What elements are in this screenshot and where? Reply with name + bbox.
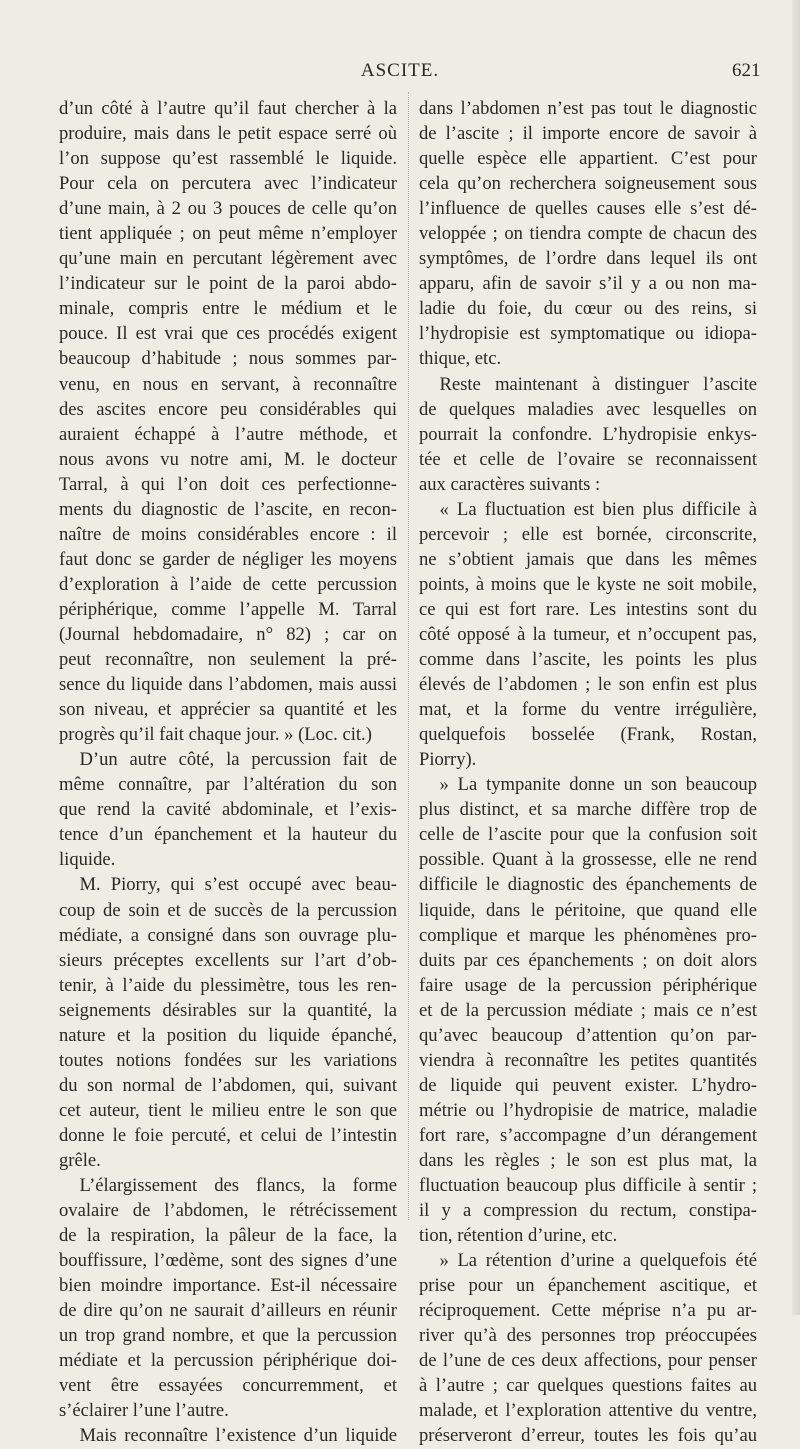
text-line: Piorry).: [419, 749, 477, 771]
text-line: celle de l’ascite pour que la confusion soit: [419, 824, 757, 846]
text-line: tence d’un épanchement et la hauteur du: [59, 824, 397, 846]
text-line: » La rétention d’urine a quelquefois été: [439, 1250, 757, 1272]
text-line: ce qui est fort rare. Les intestins sont du: [419, 598, 757, 620]
text-line: vent être essayées concurremment, et: [59, 1375, 397, 1397]
text-line: d’exploration à l’aide de cette percussion: [59, 573, 397, 595]
text-line: coup de soin et de succès de la percussion: [59, 899, 397, 921]
paragraph: [59, 1173, 397, 1423]
text-line: symptômes, de l’ordre dans lequel ils ont: [419, 248, 757, 270]
text-line: complique et marque les phénomènes pro-: [419, 924, 757, 946]
text-line: de dire qu’on ne saurait d’ailleurs en réunir: [59, 1300, 397, 1322]
text-line: percevoir ; elle est bornée, circonscrite,: [419, 523, 757, 545]
text-line: M. Piorry, qui s’est occupé avec beau-: [79, 874, 397, 896]
text-line: de la respiration, la pâleur de la face, la: [59, 1225, 397, 1247]
paragraph: [419, 772, 757, 1248]
text-line: de liquide qui peuvent exister. L’hydro-: [419, 1074, 757, 1096]
text-line: venu, en nous en servant, à reconnaître: [59, 373, 397, 395]
text-line: tion, rétention d’urine, etc.: [419, 1225, 618, 1247]
text-line: des ascites encore peu considérables qui: [59, 398, 397, 420]
page-edge-shadow: [792, 0, 800, 1315]
text-line: L’élargissement des flancs, la forme: [79, 1175, 397, 1197]
text-line: difficile le diagnostic des épanchements de: [419, 874, 757, 896]
text-line: médiate, a consigné dans son ouvrage plu-: [59, 924, 397, 946]
text-line: cet auteur, tient le milieu entre le son que: [59, 1099, 397, 1121]
text-line: aux caractères suivants :: [419, 473, 601, 495]
text-line: réciproquement. Cette méprise n’a pu ar-: [419, 1300, 757, 1322]
text-line: l’on suppose qu’est rassemblé le liquide.: [59, 148, 397, 170]
text-line: quelquefois bosselée (Frank, Rostan,: [419, 724, 757, 746]
text-line: plus distinct, et sa marche diffère trop de: [419, 799, 757, 821]
text-line: sence du liquide dans l’abdomen, mais aussi: [59, 674, 397, 696]
text-line: produire, mais dans le petit espace serré où: [59, 123, 397, 145]
paragraph: [419, 497, 757, 773]
text-line: D’un autre côté, la percussion fait de: [79, 749, 397, 771]
text-line: ments du diagnostic de l’ascite, en recon-: [59, 498, 397, 520]
paragraph: [59, 1423, 397, 1448]
text-line: peut reconnaître, non seulement la pré-: [59, 649, 397, 671]
text-line: son niveau, et apprécier sa quantité et les: [59, 699, 397, 721]
text-line: liquide.: [59, 849, 116, 871]
text-line: liquide, dans le péritoine, que quand elle: [419, 899, 757, 921]
text-line: apparu, afin de savoir s’il y a ou non ma-: [419, 273, 757, 295]
text-line: possible. Quant à la grossesse, elle ne rend: [419, 849, 757, 871]
text-line: qu’avec beaucoup d’attention qu’on par-: [419, 1024, 757, 1046]
text-line: (Journal hebdomadaire, n° 82) ; car on: [59, 623, 397, 645]
text-line: même connaître, par l’altération du son: [59, 774, 397, 796]
text-line: minale, compris entre le médium et le: [59, 298, 397, 320]
text-line: côté opposé à la tumeur, et n’occupent pas,: [419, 623, 757, 645]
text-line: Mais reconnaître l’existence d’un liquide: [79, 1425, 397, 1447]
paragraph: [59, 96, 397, 747]
text-line: prise pour un épanchement ascitique, et: [419, 1275, 757, 1297]
text-line: l’hydropisie est symptomatique ou idiopa-: [419, 323, 757, 345]
text-line: Reste maintenant à distinguer l’ascite: [439, 373, 757, 395]
paragraph: [59, 872, 397, 1173]
left-text-column: [59, 96, 397, 1449]
text-line: qu’une main en percutant légèrement avec: [59, 248, 397, 270]
text-line: duits par ces épanchements ; on doit alors: [419, 949, 757, 971]
text-line: sieurs préceptes excellents sur l’art d’ob-: [59, 949, 397, 971]
text-line: faut donc se garder de négliger les moyens: [59, 548, 397, 570]
column-divider: [408, 92, 410, 1220]
text-line: ne s’obtient jamais que dans les mêmes: [419, 548, 757, 570]
text-line: dans les règles ; le son est plus mat, la: [419, 1149, 757, 1171]
text-line: ovalaire de l’abdomen, le rétrécissement: [59, 1200, 397, 1222]
text-line: de quelques maladies avec lesquelles on: [419, 398, 757, 420]
text-line: ladie du foie, du cœur ou des reins, si: [419, 298, 757, 320]
text-line: mat, et la forme du ventre irrégulière,: [419, 699, 757, 721]
text-line: viendra à reconnaître les petites quantités: [419, 1049, 757, 1071]
text-line: naître de moins considérables encore : il: [59, 523, 397, 545]
text-line: préserveront d’erreur, toutes les fois qu’au: [419, 1425, 757, 1447]
text-line: auraient échappé à l’autre méthode, et: [59, 423, 397, 445]
paragraph: [419, 372, 757, 497]
text-line: malade, et l’exploration attentive du ventre,: [419, 1400, 757, 1422]
text-line: un trop grand nombre, et que la percussion: [59, 1325, 397, 1347]
text-line: pourrait la confondre. L’hydropisie enkys-: [419, 423, 757, 445]
text-line: dans l’abdomen n’est pas tout le diagnostic: [419, 98, 757, 119]
text-line: veloppée ; on tiendra compte de chacun des: [419, 223, 757, 245]
text-line: comme dans l’ascite, les points les plus: [419, 649, 757, 671]
text-line: il y a compression du rectum, constipa-: [419, 1200, 757, 1222]
text-line: donne le foie percuté, et celui de l’intestin: [59, 1124, 397, 1146]
text-line: quelle espèce elle appartient. C’est pour: [419, 148, 757, 170]
text-line: beaucoup d’habitude ; nous sommes par-: [59, 348, 397, 370]
text-line: élevés de l’abdomen ; le son enfin est plus: [419, 674, 757, 696]
text-line: de l’une de ces deux affections, pour penser: [419, 1350, 757, 1372]
text-line: tenir, à l’aide du plessimètre, tous les ren-: [59, 974, 397, 996]
text-line: pouce. Il est vrai que ces procédés exigent: [59, 323, 397, 345]
text-line: l’influence de quelles causes elle s’est dé-: [419, 198, 757, 220]
paragraph: [59, 747, 397, 872]
text-line: » La tympanite donne un son beaucoup: [439, 774, 757, 796]
text-line: tient appliquée ; on peut même n’employer: [59, 223, 397, 245]
text-line: tée et celle de l’ovaire se reconnaissent: [419, 448, 757, 470]
text-line: à l’autre ; car quelques questions faites au: [419, 1375, 757, 1397]
text-line: l’indicateur sur le point de la paroi abdo-: [59, 273, 397, 295]
text-line: fluctuation beaucoup plus difficile à sentir ;: [419, 1175, 757, 1197]
text-line: d’un côté à l’autre qu’il faut chercher à la: [59, 98, 397, 119]
right-text-column: [419, 96, 757, 1449]
text-line: d’une main, à 2 ou 3 pouces de celle qu’on: [59, 198, 397, 220]
text-line: points, à moins que le kyste ne soit mobile,: [419, 573, 757, 595]
text-line: Tarral, à qui l’on doit ces perfectionne-: [59, 473, 397, 495]
text-line: médiate et la percussion périphérique doi-: [59, 1350, 397, 1372]
paragraph: [419, 96, 757, 372]
text-line: seignements désirables sur la quantité, la: [59, 999, 397, 1021]
text-line: toutes notions fondées sur les variations: [59, 1049, 397, 1071]
text-line: « La fluctuation est bien plus difficile à: [439, 498, 757, 520]
text-line: progrès qu’il fait chaque jour. » (Loc. cit.): [59, 724, 372, 746]
page-number: 621: [732, 60, 761, 81]
running-header-title: ASCITE.: [360, 60, 440, 81]
text-line: nature et la position du liquide épanché,: [59, 1024, 397, 1046]
text-line: bien moindre importance. Est-il nécessaire: [59, 1275, 397, 1297]
text-line: grêle.: [59, 1149, 101, 1171]
text-line: s’éclairer l’une l’autre.: [59, 1400, 229, 1422]
text-line: que rend la cavité abdominale, et l’exis-: [59, 799, 397, 821]
text-line: bouffissure, l’œdème, sont des signes d’une: [59, 1250, 397, 1272]
text-line: faire usage de la percussion périphérique: [419, 974, 757, 996]
text-line: fort rare, s’accompagne d’un dérangement: [419, 1124, 757, 1146]
text-line: périphérique, comme l’appelle M. Tarral: [59, 598, 397, 620]
text-line: Pour cela on percutera avec l’indicateur: [59, 173, 397, 195]
text-line: cela qu’on recherchera soigneusement sous: [419, 173, 757, 195]
text-line: nous avons vu notre ami, M. le docteur: [59, 448, 397, 470]
text-line: du son normal de l’abdomen, qui, suivant: [59, 1074, 397, 1096]
text-line: de l’ascite ; il importe encore de savoir à: [419, 123, 757, 145]
text-line: et de la percussion médiate ; mais ce n’est: [419, 999, 757, 1021]
text-line: métrie ou l’hydropisie de matrice, maladie: [419, 1099, 757, 1121]
text-line: thique, etc.: [419, 348, 502, 370]
paragraph: [419, 1248, 757, 1448]
text-line: river qu’à des personnes trop préoccupées: [419, 1325, 757, 1347]
